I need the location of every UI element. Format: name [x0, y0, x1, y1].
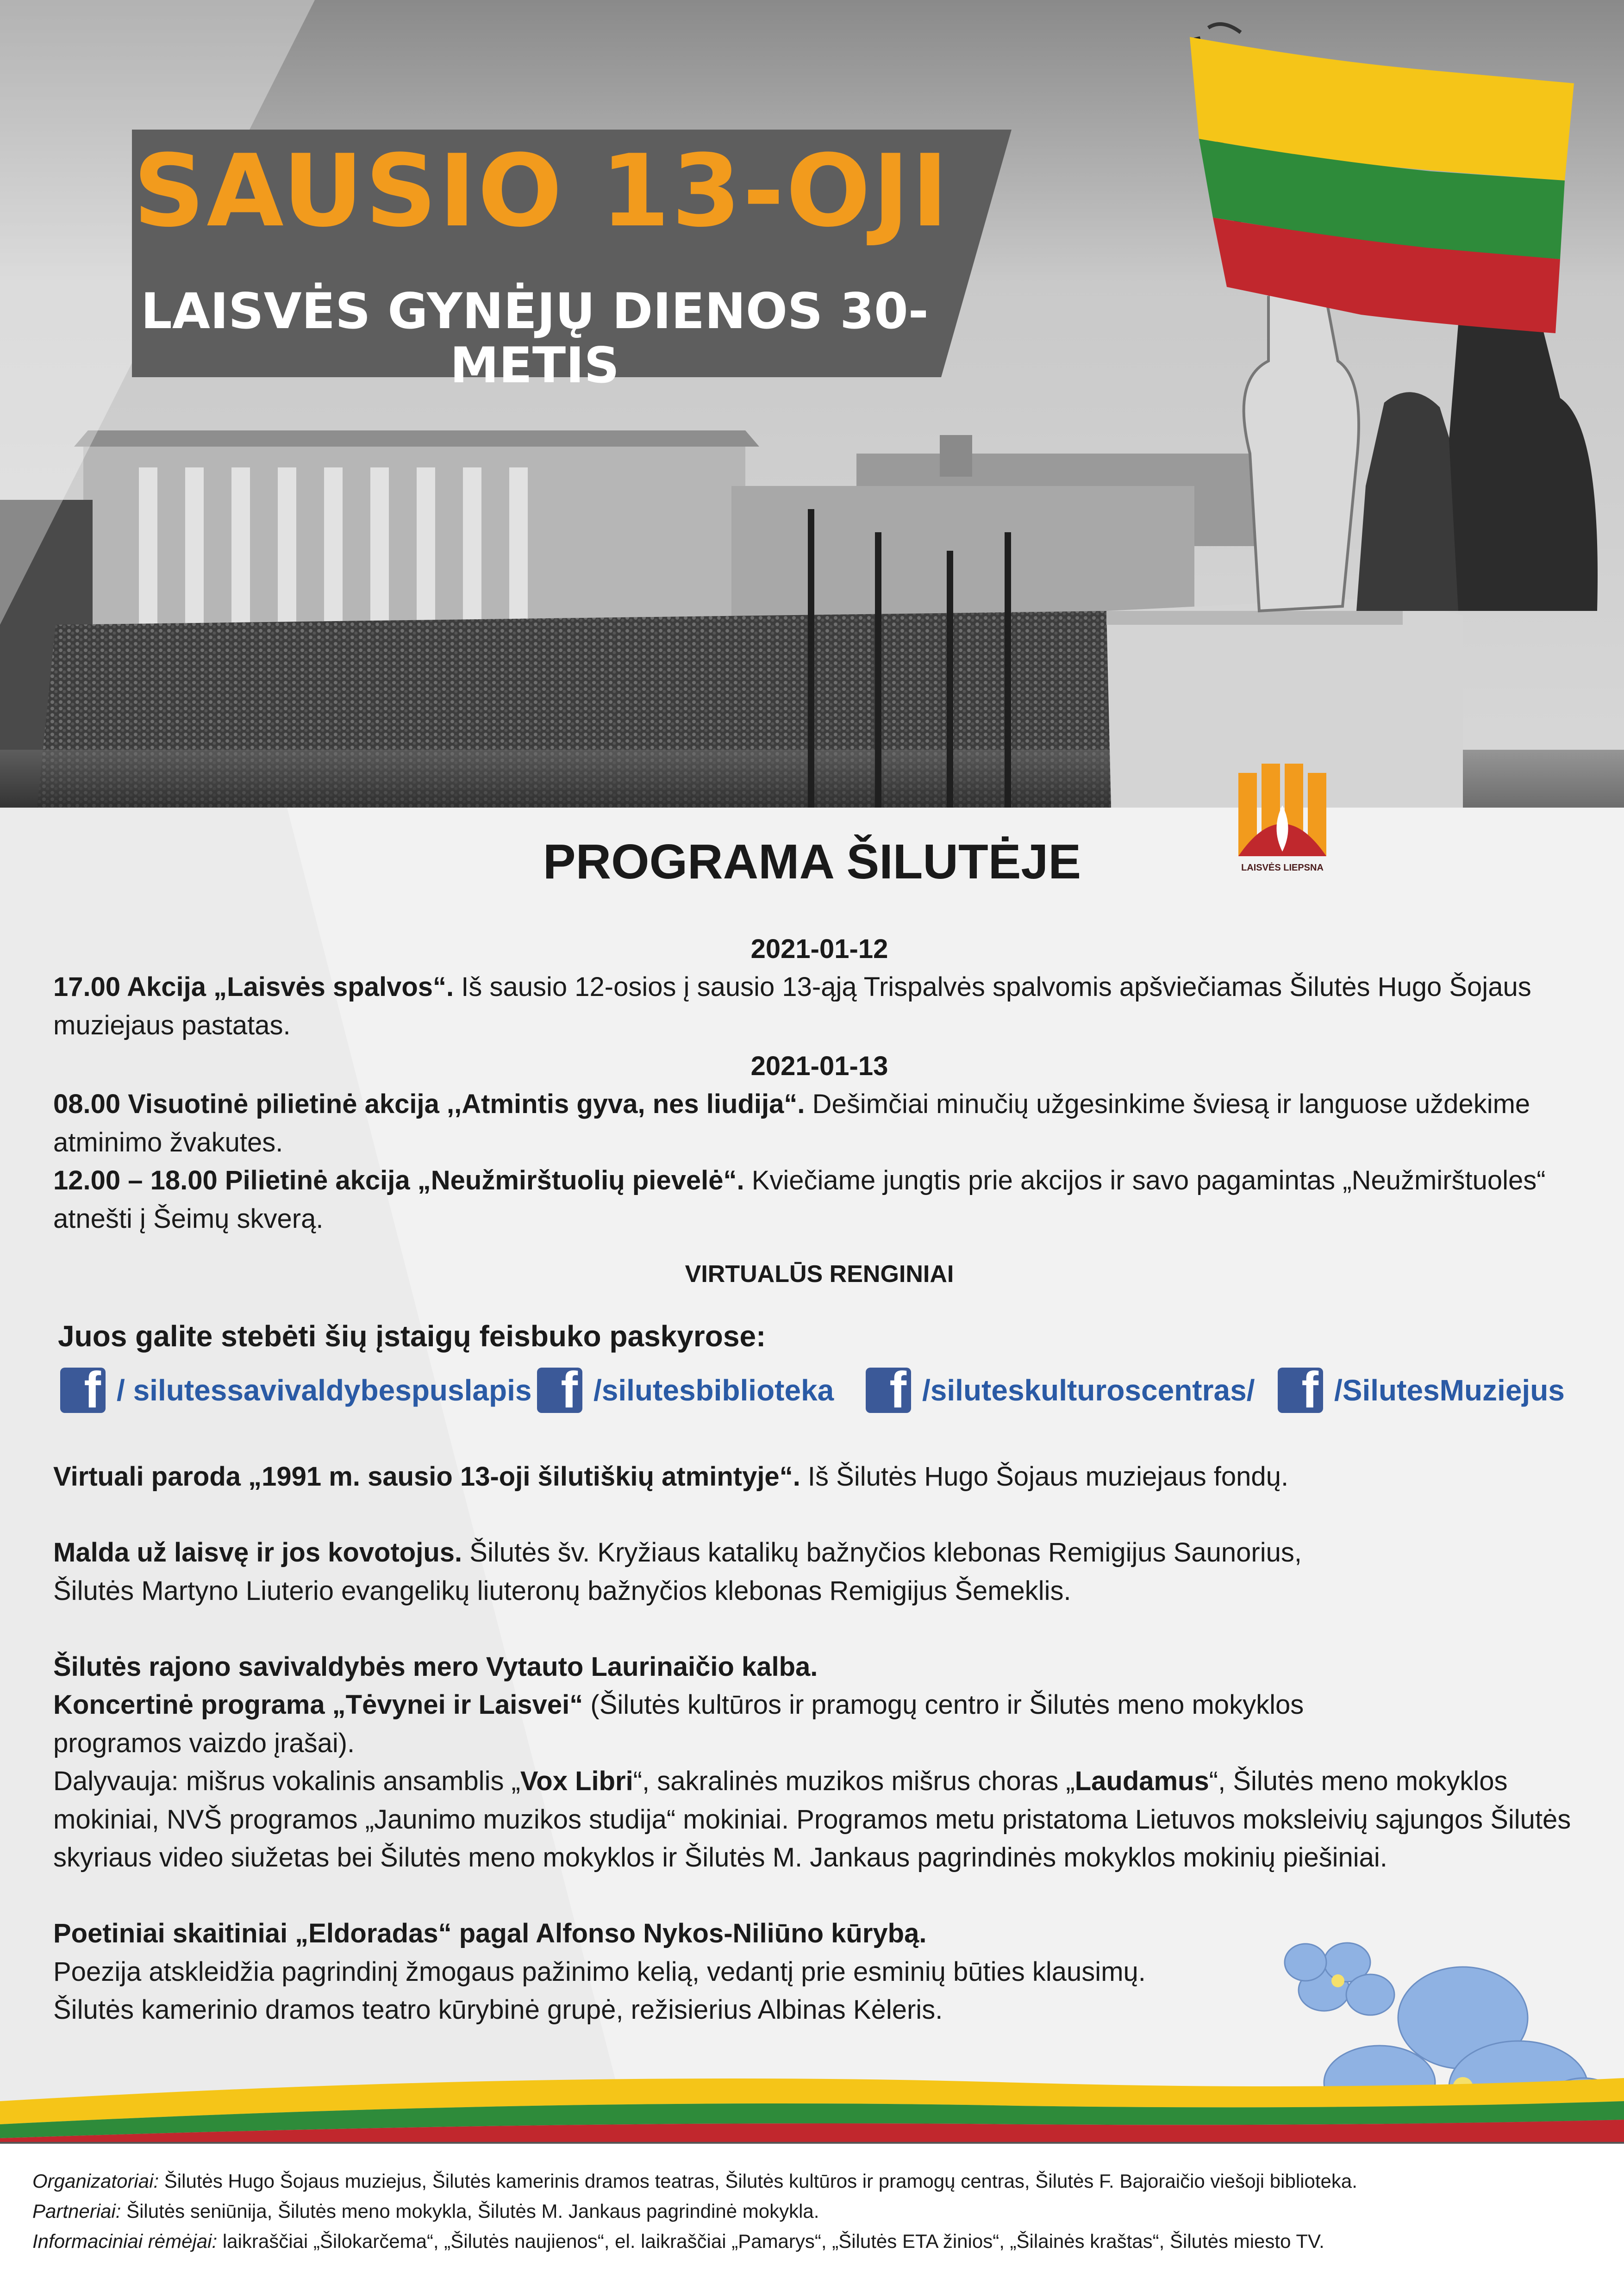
facebook-heading: Juos galite stebėti šių įstaigų feisbuko paskyrose: — [58, 1319, 766, 1353]
prayer-item-line2: Šilutės Martyno Liuterio evangelikų liuteronų bažnyčios klebonas Remigijus Šemeklis. — [53, 1575, 1071, 1606]
tricolour-ribbon — [0, 2050, 1624, 2143]
participants: Dalyvauja: mišrus vokalinis ansamblis „Vox Libri“, sakralinės muzikos mišrus choras „Laudamus“, Šilutės meno mokyklos mokiniai, NVŠ programos „Jaunimo muzikos studija“ mokiniai. Programos metu pristatoma Lietuvos moksleivių sąjungos Šilutės skyriaus video siužetas bei Šilutės meno mokyklos ir Šilutės M. Jankaus pagrindinės mokyklos mokinių piešiniai. — [53, 1766, 1571, 1873]
footer — [0, 2142, 1624, 2296]
day2-date: 2021-01-13 — [750, 1051, 888, 1082]
facebook-link-biblioteka[interactable]: f /silutesbiblioteka — [537, 1368, 834, 1413]
footer-divider — [0, 2142, 1624, 2144]
media-sponsors: Informaciniai rėmėjai: laikraščiai „Šilokarčema“, „Šilutės naujienos“, el. laikraščiai „Pamarys“, „Šilutės ETA žinios“, „Šilainės kraštas“, Šilutės miesto TV. — [32, 2230, 1324, 2252]
facebook-link-kulturos-centras[interactable]: f /siluteskulturoscentras/ — [866, 1368, 1255, 1413]
virtual-events-heading: VIRTUALŪS RENGINIAI — [685, 1260, 954, 1288]
day2-event-1: 08.00 Visuotinė pilietinė akcija ,,Atmintis gyva, nes liudija“. Dešimčiai minučių užgesinkime šviesą ir languose uždekime atminimo žvakutes. — [53, 1089, 1530, 1157]
prayer-item: Malda už laisvę ir jos kovotojus. Šilutės šv. Kryžiaus katalikų bažnyčios klebonas Remigijus Saunorius, — [53, 1537, 1302, 1568]
title-banner — [132, 130, 1012, 394]
event-title: SAUSIO 13-OJI — [133, 133, 950, 249]
day1-event: 17.00 Akcija „Laisvės spalvos“. Iš sausio 12-osios į sausio 13-ąją Trispalvės spalvomis apšviečiamas Šilutės Hugo Šojaus muziejaus pastatas. — [53, 972, 1531, 1040]
day1-date: 2021-01-12 — [750, 934, 888, 964]
poetry-reading: Poetiniai skaitiniai „Eldoradas“ pagal Alfonso Nykos-Niliūno kūrybą. — [53, 1918, 927, 1949]
partners: Partneriai: Šilutės seniūnija, Šilutės meno mokykla, Šilutės M. Jankaus pagrindinė mokykla. — [32, 2200, 819, 2222]
facebook-icon: f — [537, 1368, 582, 1413]
poetry-reading-desc: Poezija atskleidžia pagrindinį žmogaus pažinimo kelią, vedantį prie esminių būties klausimų. — [53, 1956, 1146, 1987]
organizers: Organizatoriai: Šilutės Hugo Šojaus muziejus, Šilutės kamerinis dramos teatras, Šilutės kultūros ir pramogų centras, Šilutės F. Bajoraičio viešoji biblioteka. — [32, 2170, 1357, 2192]
event-subtitle: LAISVĖS GYNĖJŲ DIENOS 30-METIS — [141, 283, 929, 394]
poetry-reading-credits: Šilutės kamerinio dramos teatro kūrybinė grupė, režisierius Albinas Kėleris. — [53, 1994, 943, 2025]
facebook-icon: f — [866, 1368, 911, 1413]
facebook-link-muziejus[interactable]: f /SilutesMuziejus — [1278, 1368, 1565, 1413]
program-title: PROGRAMA ŠILUTĖJE — [543, 834, 1081, 889]
concert-program: Koncertinė programa „Tėvynei ir Laisvei“ (Šilutės kultūros ir pramogų centro ir Šilutės meno mokyklos — [53, 1690, 1304, 1720]
program-schedule — [53, 930, 1586, 1292]
concert-program-line2: programos vaizdo įrašai). — [53, 1728, 355, 1758]
virtual-exhibition: Virtuali paroda „1991 m. sausio 13-oji šilutiškių atmintyje“. Iš Šilutės Hugo Šojaus muziejaus fondų. — [53, 1462, 1289, 1492]
footer-credits — [32, 2166, 1357, 2256]
facebook-link-savivaldybe[interactable]: f / silutessavivaldybespuslapis — [60, 1368, 531, 1413]
facebook-icon: f — [60, 1368, 106, 1413]
mayor-speech: Šilutės rajono savivaldybės mero Vytauto Laurinaičio kalba. — [53, 1652, 818, 1682]
logo-label: LAISVĖS LIEPSNA — [1241, 863, 1324, 873]
day2-event-2: 12.00 – 18.00 Pilietinė akcija „Neužmirštuolių pievelė“. Kviečiame jungtis prie akcijos ir savo pagamintas „Neužmirštuoles“ atnešti į Šeimų skverą. — [53, 1165, 1546, 1234]
facebook-icon: f — [1278, 1368, 1323, 1413]
